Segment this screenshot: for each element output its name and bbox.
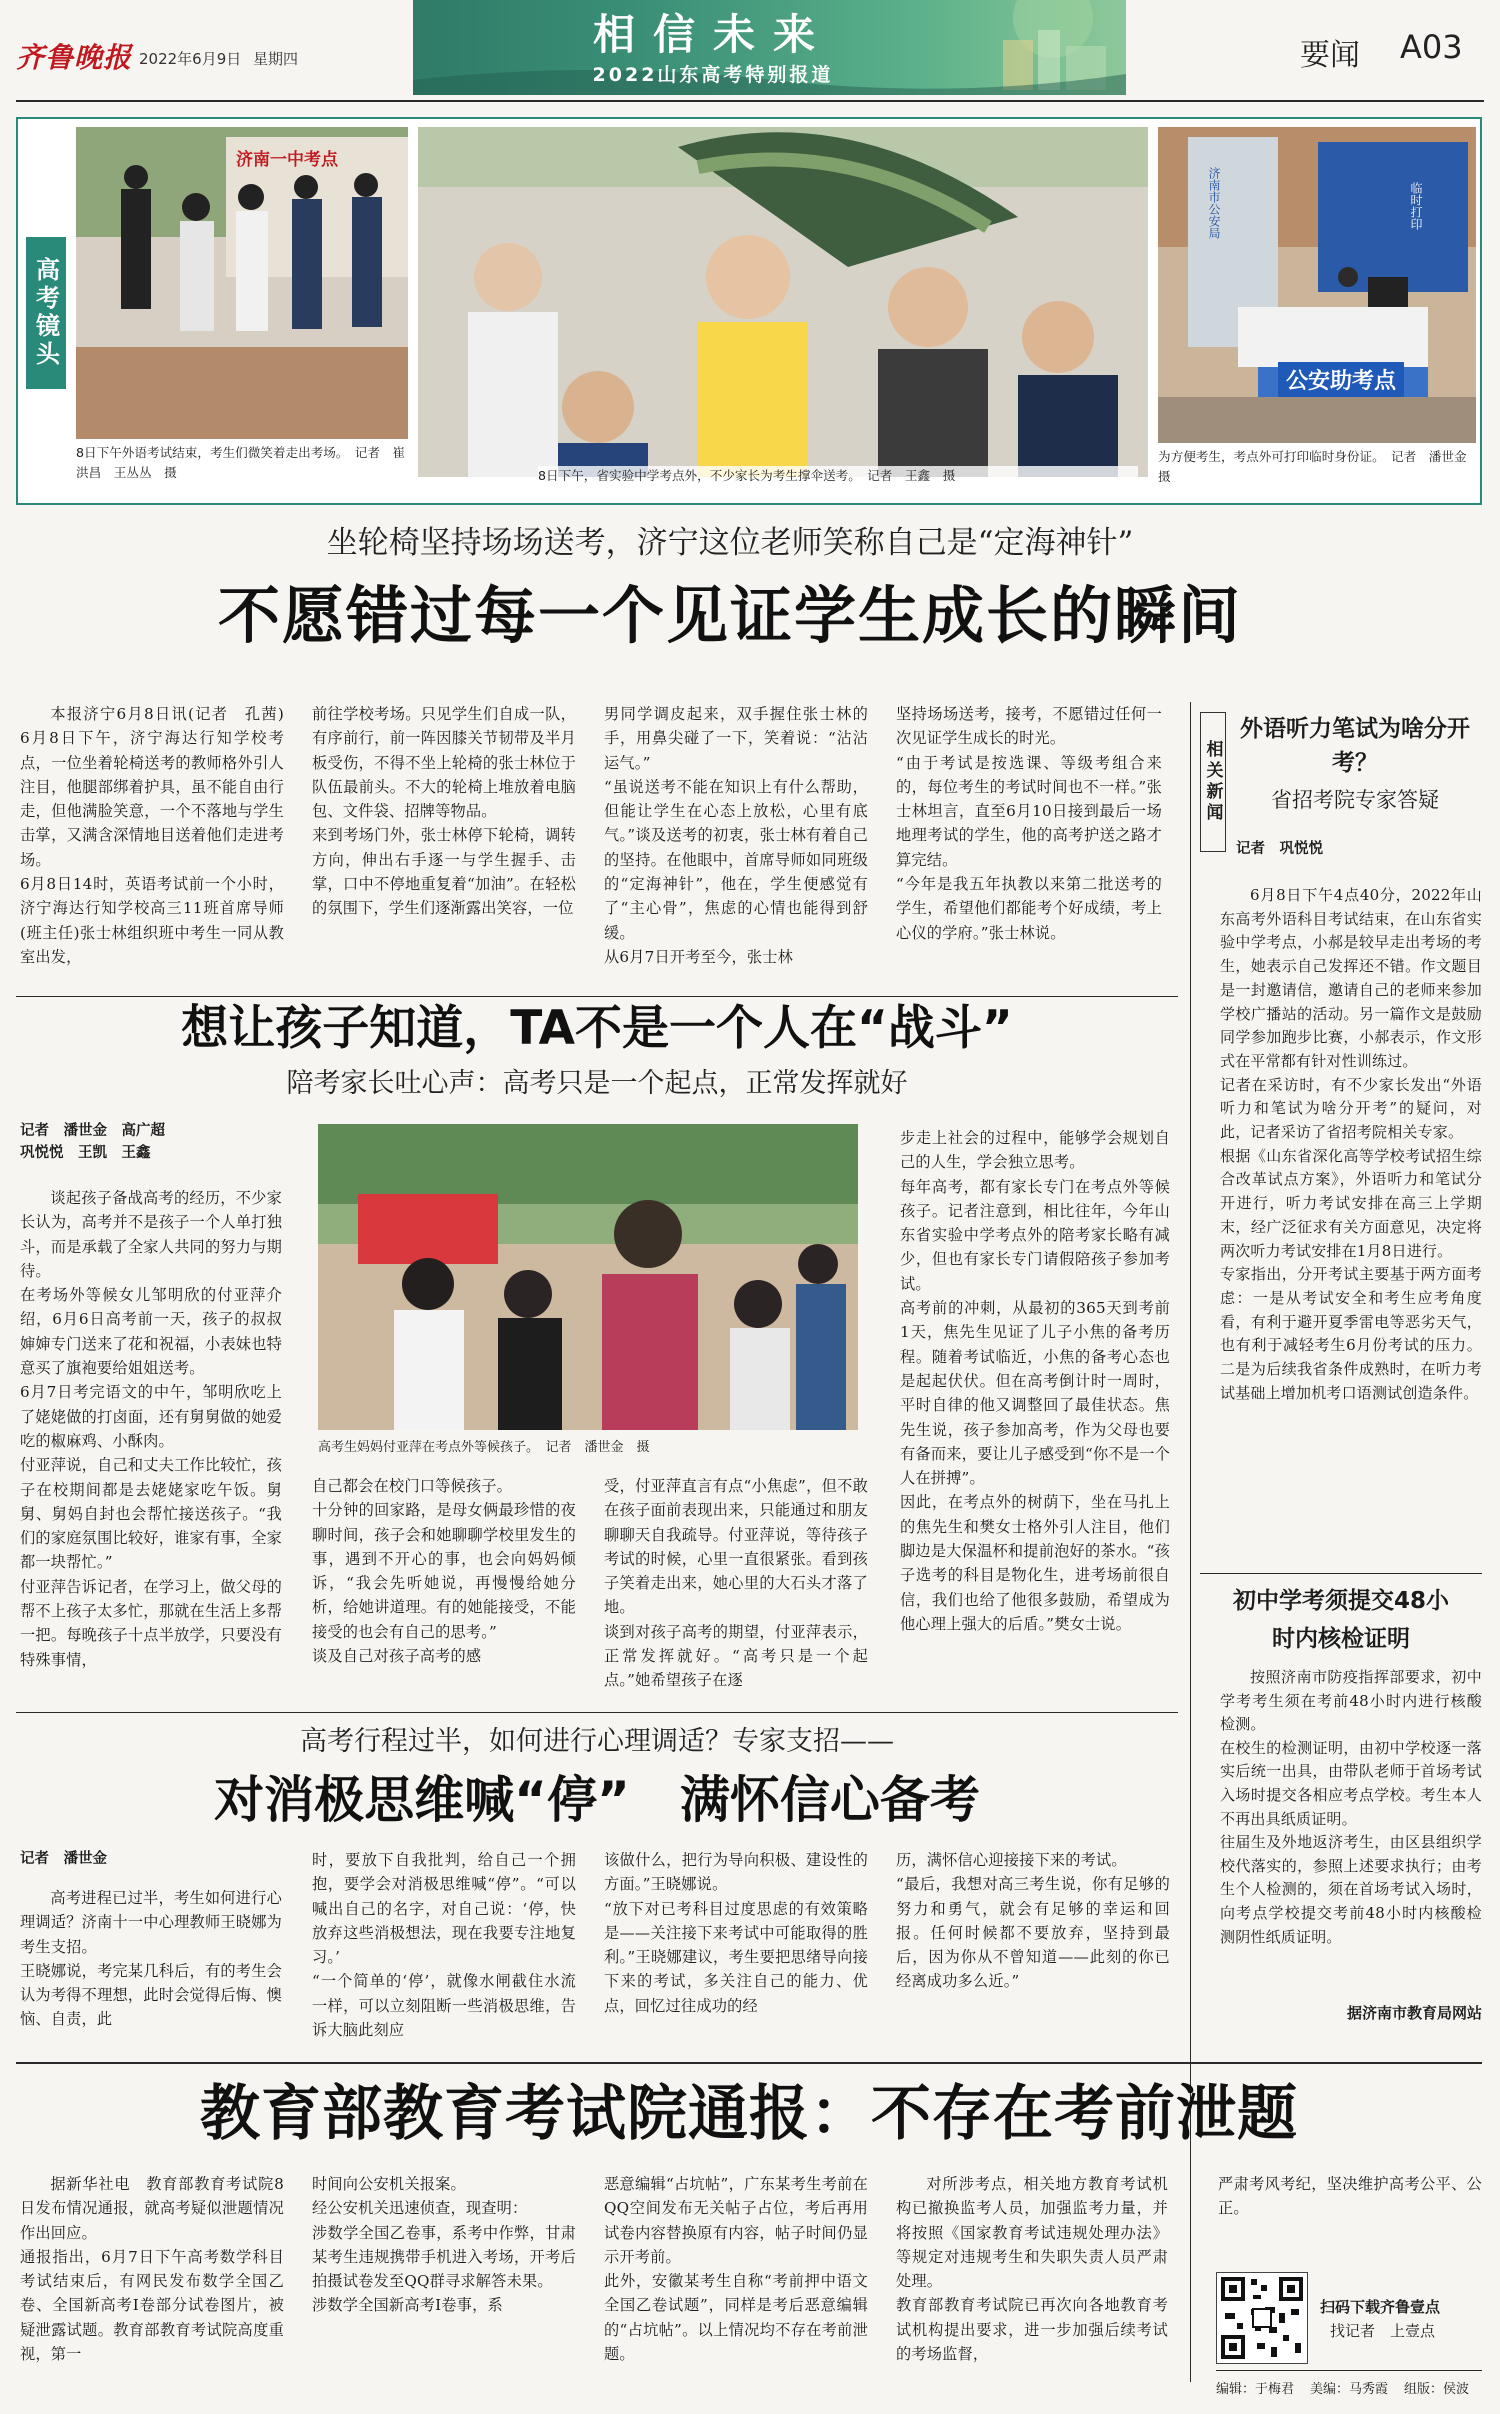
article1-column-4: 坚持场场送考，接考，不愿错过任何一次见证学生成长的时光。 “由于考试是按选课、等级考组合来的，每位考生的考试时间也不一样。”张士林坦言，直至6月10日接到最后一场地理考试的学生，他的高考护送之路才算完结。 “今年是我五年执教以来第二批送考的学生，希望他们都能考个好成绩，考上心仪的学府。”张士林说。: [896, 705, 1162, 942]
special-report-banner: [413, 0, 1126, 95]
qr-code-icon: [1217, 2273, 1307, 2363]
article2-column-1: 谈起孩子备战高考的经历，不少家长认为，高考并不是孩子一个人单打独斗，而是承载了全家人共同的努力与期待。 在考场外等候女儿邹明欣的付亚萍介绍，6月6日高考前一天，孩子的叔叔婶婶专门送来了花和祝福，小表妹也特意买了旗袍要给姐姐送考。 6月7日考完语文的中午，邹明欣吃上了姥姥做的打卤面，还有舅舅做的她爱吃的椒麻鸡、小酥肉。 付亚萍说，自己和丈夫工作比较忙，孩子在校期间都是去姥姥家吃午饭。舅舅、舅妈自封也会帮忙接送孩子。“我们的家庭氛围比较好，谁家有事，全家都一块帮忙。” 付亚萍告诉记者，在学习上，做父母的帮不上孩子太多忙，那就在生活上多帮一把。每晚孩子十点半放学，只要没有特殊事情，: [20, 1189, 282, 1669]
article1-column-2: 前往学校考场。只见学生们自成一队，有序前行，前一阵因膝关节韧带及半月板受伤，不得不坐上轮椅的张士林位于队伍最前头。不大的轮椅上堆放着电脑包、文件袋、招牌等物品。 来到考场门外，张士林停下轮椅，调转方向，伸出右手逐一与学生握手、击掌，口中不停地重复着“加油”。在轻松的氛围下，学生们逐渐露出笑容，一位: [312, 705, 576, 918]
article3-column-3: 该做什么，把行为导向积极、建设性的方面。”王晓娜说。 “放下对已考科目过度思虑的有效策略是——关注接下来考试中可能取得的胜利。”王晓娜建议，考生要把思绪导向接下来的考试，多关注自己的能力、优点，回忆过往成功的经: [604, 1851, 868, 2015]
photo-police-helpdesk-caption: 为方便考生，考点外可打印临时身份证。 记者 潘世金 摄: [1158, 449, 1480, 484]
article2-column-4: 步走上社会的过程中，能够学会规划自己的人生，学会独立思考。 每年高考，都有家长专门在考点外等候孩子。记者注意到，相比往年，今年山东省实验中学考点外的陪考家长略有减少，但也有家长专门请假陪孩子参加考试。 高考前的冲刺，从最初的365天到考前1天，焦先生见证了儿子小焦的备考历程。随着考试临近，小焦的备考心态也是起起伏伏。但在高考倒计时一周时，平时自律的他又调整回了最佳状态。焦先生说，孩子参加高考，作为父母也要有备而来，要让儿子感受到“你不是一个人在拼搏”。 因此，在考点外的树荫下，坐在马扎上的焦先生和樊女士格外引人注目，他们脚边是大保温杯和提前泡好的茶水。“孩子选考的科目是物化生，进考场前很自信，我们也给了他很多鼓励，希望成为他心理上强大的后盾。”樊女士说。: [900, 1129, 1170, 1633]
article3-column-4: 历，满怀信心迎接接下来的考试。 “最后，我想对高三考生说，你有足够的努力和勇气，就会有足够的幸运和回报。任何时候都不要放弃，坚持到最后，因为你从不曾知道——此刻的你已经离成功多么近。”: [896, 1851, 1170, 1991]
photo-umbrella-parents: [418, 127, 1148, 477]
footer-editor: 编辑：于梅君: [1216, 2382, 1295, 2397]
photo-police-helpdesk: [1158, 127, 1476, 443]
qr-code[interactable]: [1216, 2272, 1308, 2364]
article3-headline: 对消极思维喊“停” 满怀信心备考: [214, 1771, 980, 1829]
banner-title: 相信未来: [592, 10, 833, 59]
article3-bottom-rule: [16, 2062, 1482, 2064]
masthead: [0, 0, 1500, 105]
article4-column-4: 对所涉考点，相关地方教育考试机构已撤换监考人员，加强监考力量，并将按照《国家教育考试违规处理办法》等规定对违规考生和失职失责人员严肃处理。 教育部教育考试院已再次向各地教育考试机构提出要求，进一步加强后续考试的考场监督，: [896, 2175, 1168, 2364]
sidebar-mid-rule: [1200, 1573, 1482, 1574]
photo-strip-label: [26, 237, 66, 389]
article3-column-1: 高考进程已过半，考生如何进行心理调适？济南十一中心理教师王晓娜为考生支招。 王晓娜说，考完某几科后，有的考生会认为考得不理想，此时会觉得后悔、懊恼、自责，此: [20, 1889, 282, 2029]
sidebar-source: 据济南市教育局网站: [1346, 2004, 1482, 2022]
photo-strip-label-text: 高考镜头: [31, 257, 60, 369]
article4-headline: 教育部教育考试院通报：不存在考前泄题: [200, 2079, 1298, 2149]
photo-umbrella-parents-image: [418, 127, 1148, 477]
article2-column-3: 受，付亚萍直言有点“小焦虑”，但不敢在孩子面前表现出来，只能通过和朋友聊聊天自我疏导。付亚萍说，等待孩子考试的时候，心里一直很紧张。看到孩子笑着走出来，她心里的大石头才落了地。 谈到对孩子高考的期望，付亚萍表示，正常发挥就好。“高考只是一个起点。”她希望孩子在逐: [604, 1477, 868, 1690]
footer-rule: [1216, 2370, 1482, 2371]
article4-column-2: 时间向公安机关报案。 经公安机关迅速侦查，现查明： 涉数学全国乙卷事，系考中作弊，甘肃某考生违规携带手机进入考场，开考后拍摄试卷发至QQ群寻求解答未果。 涉数学全国新高考I卷事，系: [312, 2175, 576, 2315]
police-bureau-sign: 济南市公安局: [1207, 167, 1221, 239]
police-helpdesk-sign: 公安助考点: [1278, 362, 1404, 397]
article2-headline: 想让孩子知道，TA不是一个人在“战斗”: [181, 1001, 1013, 1056]
photo-exam-exit-caption: 8日下午外语考试结束，考生们微笑着走出考场。 记者 崔洪昌 王丛丛 摄: [76, 445, 406, 480]
article4-column-5: 严肃考风考纪，坚决维护高考公平、公正。: [1218, 2175, 1482, 2218]
sidebar-body-2: 按照济南市防疫指挥部要求，初中学考考生须在考前48小时内进行核酸检测。 在校生的检测证明，由初中学校逐一落实后统一出具，由带队老师于首场考试入场时提交各相应考点学校。考生本人不再出具纸质证明。 往届生及外地返济考生，由区县组织学校代落实的，参照上述要求执行；由考生个人检测的，须在首场考试入场时，向考点学校提交考前48小时内核酸检测阴性纸质证明。: [1220, 1668, 1482, 1946]
qr-download-text: 扫码下载齐鲁壹点: [1320, 2298, 1441, 2316]
sidebar-related-news-label: [1200, 712, 1226, 852]
footer-designer: 美编：马秀霞: [1310, 2382, 1389, 2397]
photo-exam-exit: [76, 127, 408, 439]
issue-date: 2022年6月9日: [139, 50, 242, 68]
footer-proofreader: 组版：侯波: [1404, 2382, 1470, 2397]
photo-mother-waiting: [318, 1124, 858, 1430]
sidebar-title: 外语听力笔试为啥分开考？: [1240, 716, 1470, 776]
article1-column-3: 男同学调皮起来，双手握住张士林的手，用鼻尖碰了一下，笑着说：“沾沾运气。” “虽说送考不能在知识上有什么帮助，但能让学生在心态上放松，心里有底气。”谈及送考的初衷，张士林有着自己的坚持。在他眼中，首席导师如同班级的“定海神针”，他在，学生便感觉有了“主心骨”，焦虑的心情也能得到舒缓。 从6月7日开考至今，张士林: [604, 705, 868, 966]
article2-bottom-rule: [16, 1712, 1178, 1713]
photo-mother-waiting-image: [318, 1124, 858, 1430]
print-sign: 临时打印: [1409, 182, 1423, 230]
photo-umbrella-parents-caption: 8日下午，省实验中学考点外，不少家长为考生撑伞送考。 记者 王鑫 摄: [538, 466, 1138, 488]
article1-bottom-rule: [16, 996, 1178, 997]
sidebar-byline: 记者 巩悦悦: [1236, 841, 1323, 857]
photo-strip: [16, 117, 1482, 505]
article2-subhead: 陪考家长吐心声：高考只是一个起点，正常发挥就好: [286, 1068, 908, 1099]
photo-exam-exit-sign: 济南一中考点: [236, 150, 338, 170]
newspaper-logo: 齐鲁晚报: [16, 41, 133, 74]
article3-column-2: 时，要放下自我批判，给自己一个拥抱，要学会对消极思维喊“停”。“可以喊出自己的名字，对自己说：‘停，快放弃这些消极想法，现在我要专注地复习。’ “一个简单的‘停’，就像水闸截住水流一样，可以立刻阻断一些消极思维，告诉大脑此刻应: [312, 1851, 576, 2040]
article2-column-2: 自己都会在校门口等候孩子。 十分钟的回家路，是母女俩最珍惜的夜聊时间，孩子会和她聊聊学校里发生的事，遇到不开心的事，也会向妈妈倾诉，“我会先听她说，再慢慢给她分析，给她讲道理。有的她能接受，不能接受的也会有自己的思考。” 谈及自己对孩子高考的感: [312, 1477, 576, 1666]
issue-weekday: 星期四: [253, 50, 299, 68]
article4-column-1: 据新华社电 教育部教育考试院8日发布情况通报，就高考疑似泄题情况作出回应。 通报指出，6月7日下午高考数学科目考试结束后，有网民发布数学全国乙卷、全国新高考I卷部分试卷图片，被疑泄露试题。教育部教育考试院高度重视，第一: [20, 2175, 284, 2364]
section-name: 要闻: [1300, 38, 1360, 73]
sidebar-subtitle: 省招考院专家答疑: [1271, 788, 1439, 812]
article2-byline: 记者 潘世金 高广超 巩悦悦 王凯 王鑫: [20, 1123, 165, 1161]
photo-exam-exit-image: [76, 127, 408, 439]
article1-column-1: 本报济宁6月8日讯(记者 孔茜) 6月8日下午，济宁海达行知学校考点，一位坐着轮椅送考的教师格外引人注目，他腿部绑着护具，虽不能自由行走，但他满脸笑意，一个不落地与学生击掌，又满含深情地目送着他们走进考场。 6月8日14时，英语考试前一个小时，济宁海达行知学校高三11班首席导师(班主任)张士林组织班中考生一同从教室出发，: [20, 705, 284, 966]
sidebar-related-news-text: 相关新闻: [1202, 740, 1223, 824]
banner-subtitle: 2022山东高考特别报道: [592, 64, 834, 86]
article3-byline: 记者 潘世金: [20, 1851, 107, 1867]
photo-mother-waiting-caption: 高考生妈妈付亚萍在考点外等候孩子。 记者 潘世金 摄: [318, 1440, 650, 1455]
article1-headline: 不愿错过每一个见证学生成长的瞬间: [217, 579, 1242, 652]
sidebar-title-2: 初中学考须提交48小时内核检证明: [1232, 1588, 1449, 1652]
qr-contact-text: 找记者 上壹点: [1330, 2322, 1436, 2340]
article1-kicker: 坐轮椅坚持场场送考，济宁这位老师笑称自己是“定海神针”: [326, 525, 1134, 561]
masthead-rule: [16, 100, 1484, 102]
page-number: A03: [1400, 28, 1463, 66]
article4-column-3: 恶意编辑“占坑帖”，广东某考生考前在QQ空间发布无关帖子占位，考后再用试卷内容替换原有内容，帖子时间仍显示开考前。 此外，安徽某考生自称“考前押中语文全国乙卷试题”，同样是考后恶意编辑的“占坑帖”。以上情况均不存在考前泄题。: [604, 2175, 868, 2364]
sidebar-body: 6月8日下午4点40分，2022年山东高考外语科目考试结束，在山东省实验中学考点，小郝是较早走出考场的考生，她表示自己发挥还不错。作文题目是一封邀请信，邀请自己的老师来参加学校广播站的活动。另一篇作文是鼓励同学参加跑步比赛，小郝表示，作文形式在平常都有针对性训练过。 记者在采访时，有不少家长发出“外语听力和笔试为啥分开考”的疑问，对此，记者采访了省招考院相关专家。 根据《山东省深化高等学校考试招生综合改革试点方案》，外语听力和笔试分开进行，听力考试安排在高三上学期末，经广泛征求有关方面意见，决定将两次听力考试安排在1月8日进行。 专家指出，分开考试主要基于两方面考虑：一是从考试安全和考生应考角度看，有利于避开夏季雷电等恶劣天气，也有利于减轻考生6月份考试的压力。二是为后续我省条件成熟时，在听力考试基础上增加机考口语测试创造条件。: [1220, 886, 1482, 1402]
article3-kicker: 高考行程过半，如何进行心理调适？专家支招——: [300, 1726, 894, 1757]
